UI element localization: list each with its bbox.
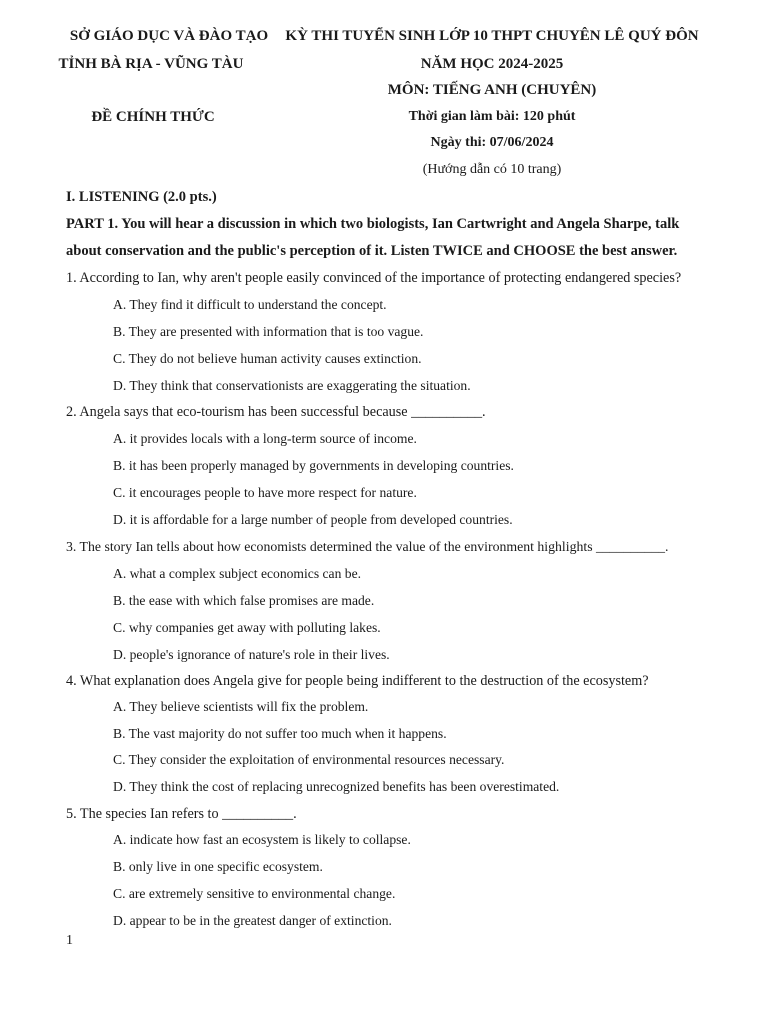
question-5-option-d: D. appear to be in the greatest danger of extinction. [113,913,392,928]
question-5-option-c: C. are extremely sensitive to environmental change. [113,886,396,901]
official-label: ĐỀ CHÍNH THỨC [91,109,215,125]
exam-date: Ngày thi: 07/06/2024 [430,135,554,150]
question-2-option-c: C. it encourages people to have more respect for nature. [113,485,417,500]
exam-title: KỲ THI TUYỂN SINH LỚP 10 THPT CHUYÊN LÊ QUÝ ĐÔN [285,28,699,44]
question-3-option-c: C. why companies get away with polluting lakes. [113,620,381,635]
question-4-option-b: B. The vast majority do not suffer too much when it happens. [113,726,447,741]
question-5-option-b: B. only live in one specific ecosystem. [113,859,323,874]
section-title: I. LISTENING (2.0 pts.) [66,189,217,205]
question-5-text: 5. The species Ian refers to __________. [66,806,297,822]
page-number: 1 [66,933,73,948]
question-4-text: 4. What explanation does Angela give for people being indifferent to the destruction of the ecosystem? [66,673,649,689]
school-year: NĂM HỌC 2024-2025 [420,56,564,72]
question-1-text: 1. According to Ian, why aren't people easily convinced of the importance of protecting endangered species? [66,270,682,286]
question-4-option-a: A. They believe scientists will fix the problem. [113,699,369,714]
question-4-option-c: C. They consider the exploitation of environmental resources necessary. [113,752,505,767]
question-2-option-a: A. it provides locals with a long-term source of income. [113,431,417,446]
question-2-option-d: D. it is affordable for a large number of people from developed countries. [113,512,513,527]
province-name: TỈNH BÀ RỊA - VŨNG TÀU [58,56,244,72]
question-3-option-b: B. the ease with which false promises are made. [113,593,375,608]
question-3-text: 3. The story Ian tells about how economists determined the value of the environment highlights __________. [66,539,669,554]
question-1-option-c: C. They do not believe human activity causes extinction. [113,351,422,366]
question-4-option-d: D. They think the cost of replacing unrecognized benefits has been overestimated. [113,779,560,794]
question-2-text: 2. Angela says that eco-tourism has been successful because __________. [66,404,486,420]
question-1-option-a: A. They find it difficult to understand the concept. [113,297,387,312]
question-1-option-b: B. They are presented with information that is too vague. [113,324,424,339]
page-count-note: (Hướng dẫn có 10 trang) [422,162,562,177]
department-name: SỞ GIÁO DỤC VÀ ĐÀO TẠO [69,28,269,44]
question-1-option-d: D. They think that conservationists are exaggerating the situation. [113,378,471,393]
question-2-option-b: B. it has been properly managed by governments in developing countries. [113,458,514,473]
part-instruction-line-2: about conservation and the public's perception of it. Listen TWICE and CHOOSE the best answer. [66,243,678,259]
question-5-option-a: A. indicate how fast an ecosystem is likely to collapse. [113,832,411,847]
question-3-option-a: A. what a complex subject economics can be. [113,566,361,581]
question-3-option-d: D. people's ignorance of nature's role in their lives. [113,647,390,662]
subject-name: MÔN: TIẾNG ANH (CHUYÊN) [387,82,597,98]
part-instruction-line-1: PART 1. You will hear a discussion in which two biologists, Ian Cartwright and Angela Sharpe, talk [66,216,680,232]
exam-duration: Thời gian làm bài: 120 phút [408,109,576,124]
